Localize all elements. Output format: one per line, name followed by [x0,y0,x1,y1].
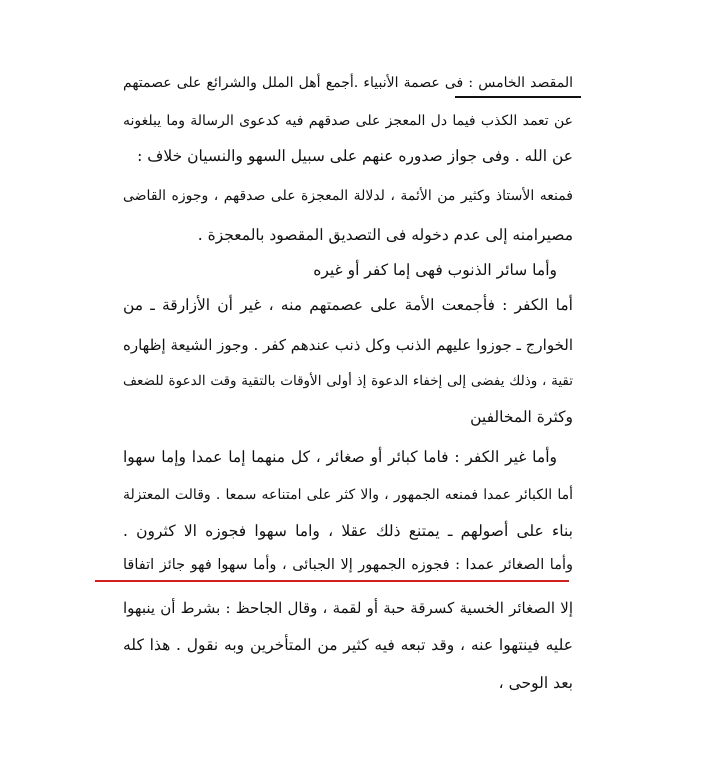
text-line: بعد الوحى ، [498,674,573,692]
text-line: عن تعمد الكذب فيما دل المعجز على صدقهم فيه كدعوى الرسالة وما يبلغونه [123,113,573,129]
text-line: إلا الصغائر الخسية كسرقة حبة أو لقمة ، وقال الجاحظ : بشرط أن ينبهوا [123,599,573,617]
text-line: عليه فينتهوا عنه ، وقد تبعه فيه كثير من المتأخرين وبه نقول . هذا كله [123,636,573,654]
text-line: وأما غير الكفر : فاما كبائر أو صغائر ، كل منهما إما عمدا وإما سهوا [123,448,557,466]
text-line: وأما سائر الذنوب فهى إما كفر أو غيره [313,261,557,279]
text-line: مصيرامنه إلى عدم دخوله فى التصديق المقصود بالمعجزة . [197,226,573,244]
text-line-highlighted: وأما الصغائر عمدا : فجوزه الجمهور إلا الجبائى ، وأما سهوا فهو جائز اتفاقا [123,557,573,573]
text-line: بناء على أصولهم ـ يمتنع ذلك عقلا ، واما سهوا فجوزه الا كثرون . [123,522,573,540]
red-underline-annotation [95,580,569,582]
text-line-heading: المقصد الخامس : فى عصمة الأنبياء .أجمع أهل الملل والشرائع على عصمتهم [123,75,573,91]
text-line: عن الله . وفى جواز صدوره عنهم على سبيل السهو والنسيان خلاف : [137,147,573,165]
heading-underline [455,96,581,98]
text-line: أما الكفر : فأجمعت الأمة على عصمتهم منه ، غير أن الأزارقة ـ من [123,296,573,314]
text-line: أما الكبائر عمدا فمنعه الجمهور ، والا كثر على امتناعه سمعا . وقالت المعتزلة [123,487,573,503]
text-line: فمنعه الأستاذ وكثير من الأئمة ، لدلالة المعجزة على صدقهم ، وجوزه القاضى [123,188,573,204]
text-line: الخوارج ـ جوزوا عليهم الذنب وكل ذنب عندهم كفر . وجوز الشيعة إظهاره [123,336,573,354]
text-line: وكثرة المخالفين [470,408,573,426]
text-line: تقية ، وذلك يفضى إلى إخفاء الدعوة إذ أولى الأوقات بالتقية وقت الدعوة للضعف [123,373,573,389]
